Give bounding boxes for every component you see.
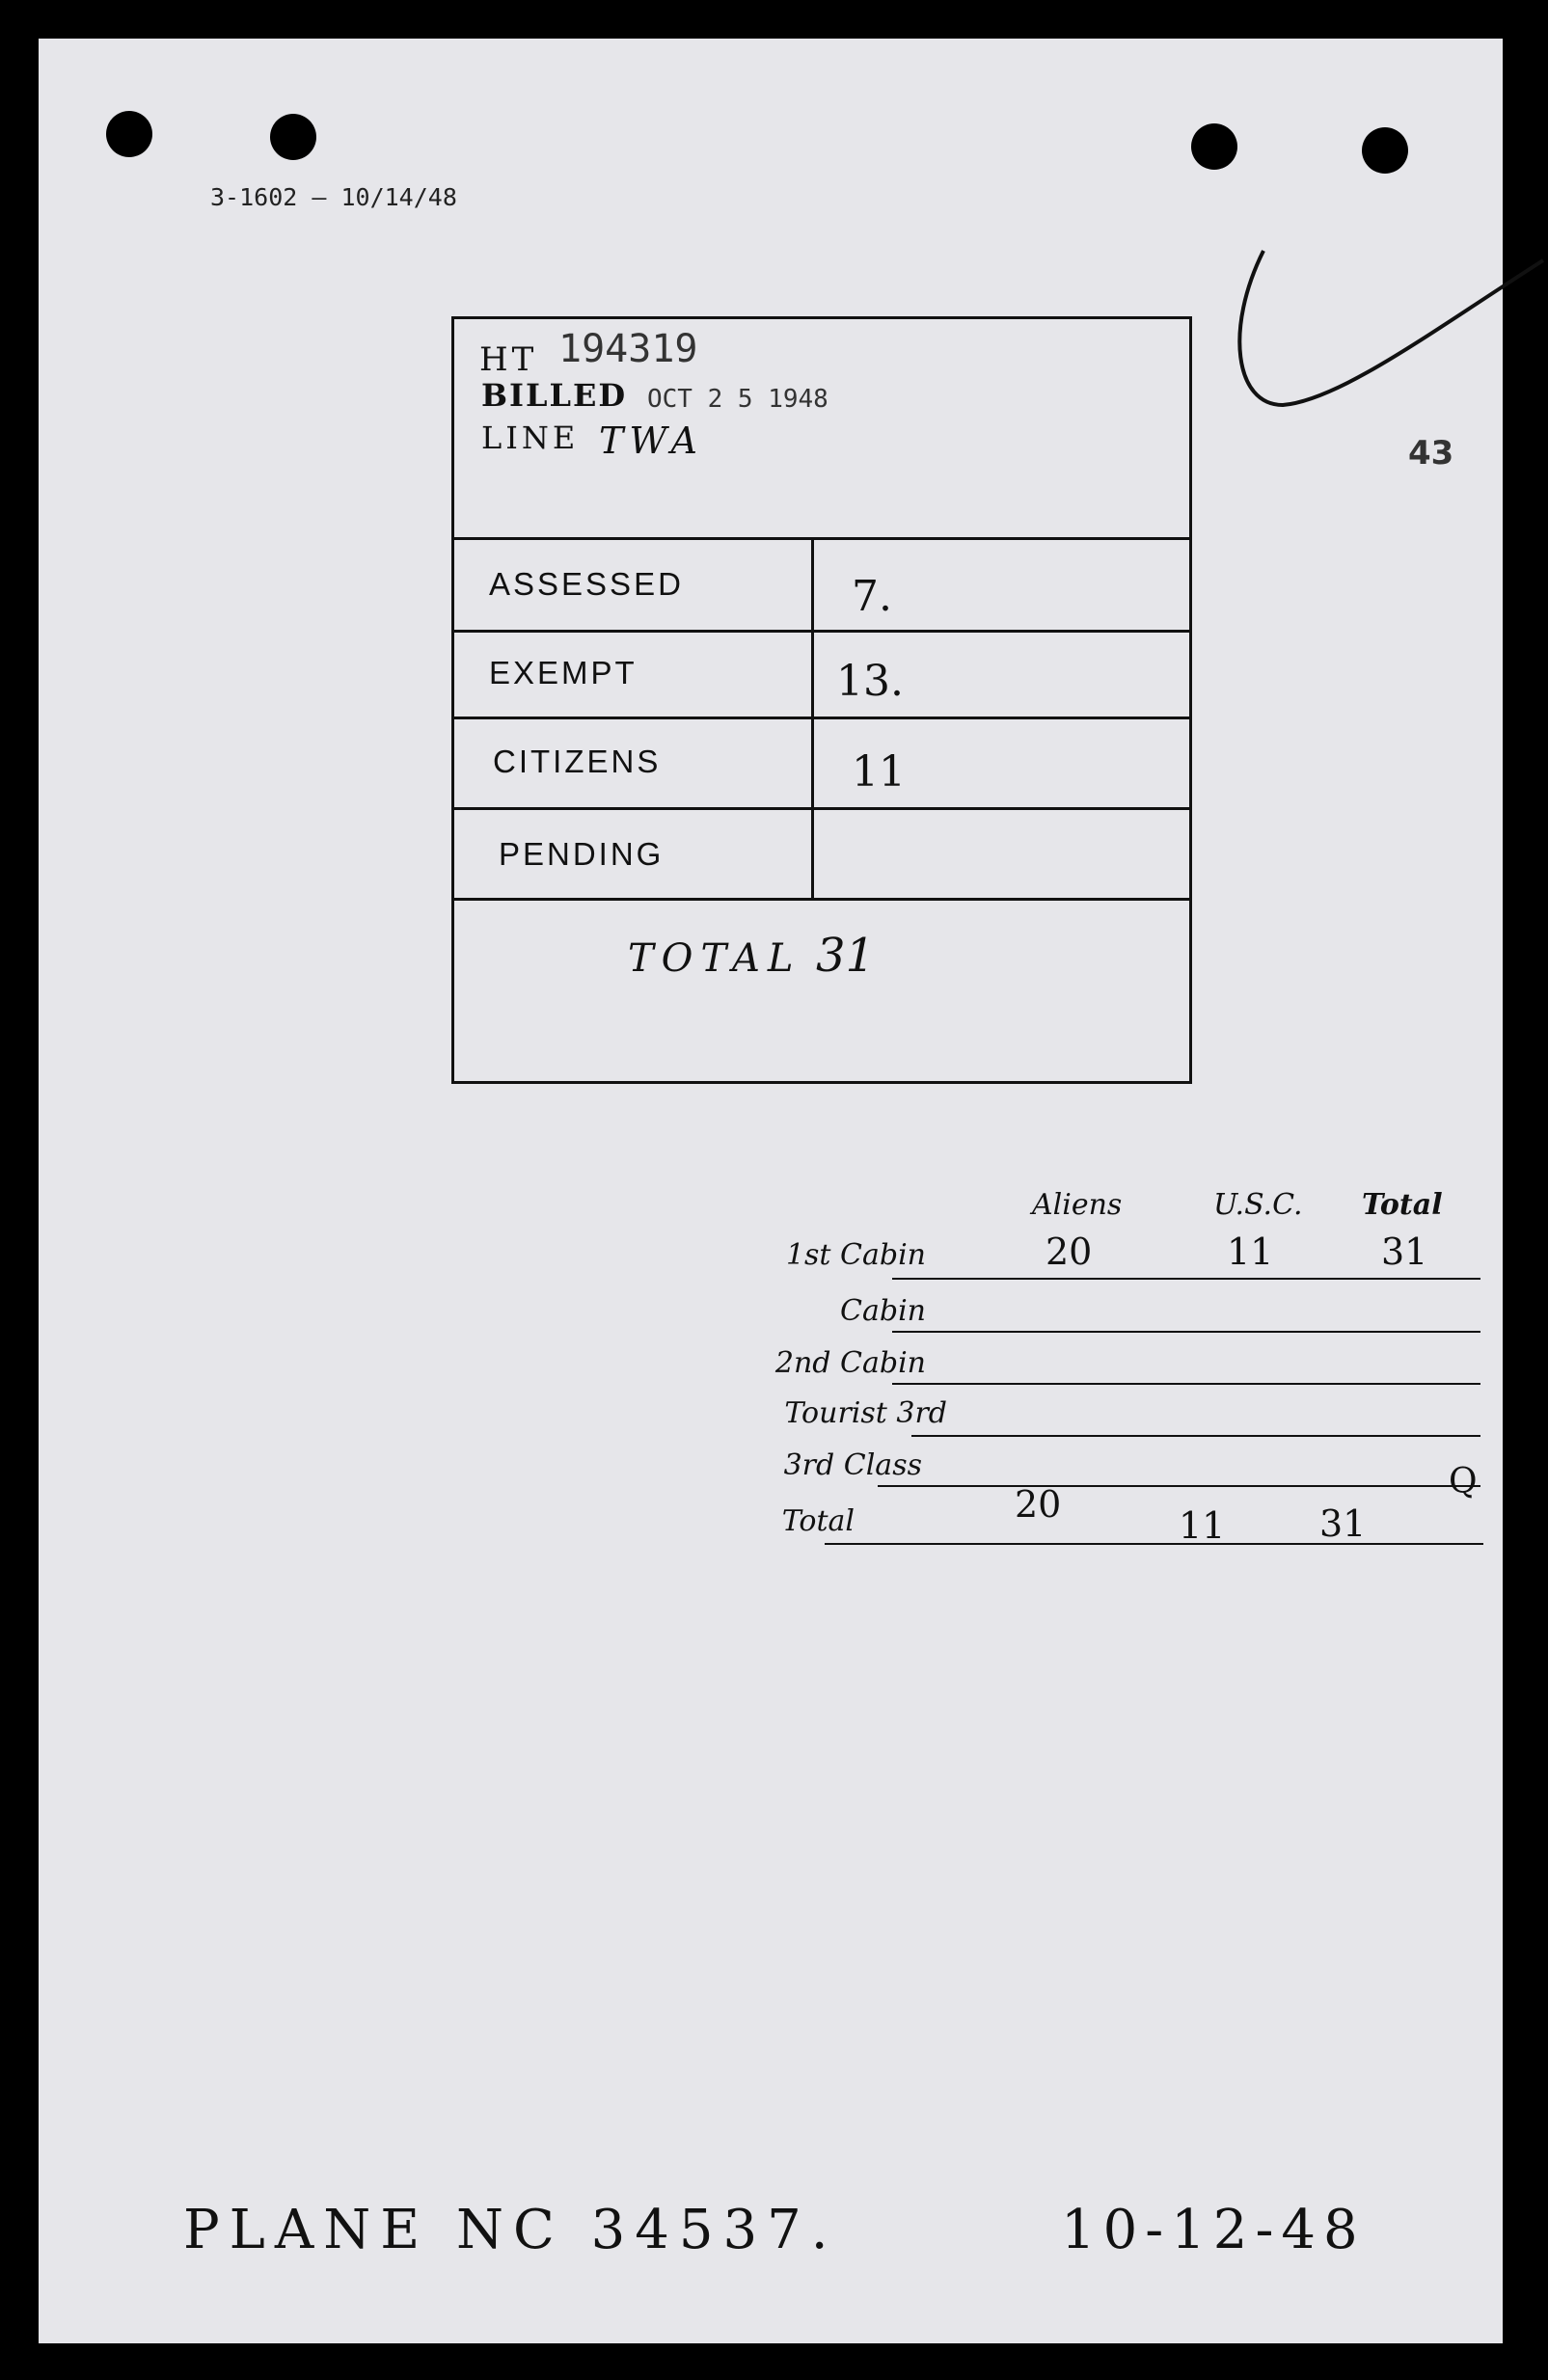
punch-hole-icon bbox=[270, 114, 316, 160]
file-reference: 3-1602 — 10/14/48 bbox=[210, 183, 457, 211]
cabin-row-label: 3rd Class bbox=[783, 1448, 922, 1482]
aliens-header: Aliens bbox=[1032, 1188, 1123, 1222]
cabin-total-total: 31 bbox=[1319, 1502, 1367, 1545]
citizens-value: 11 bbox=[852, 747, 906, 797]
usc-header: U.S.C. bbox=[1213, 1188, 1303, 1222]
total-value: 31 bbox=[816, 929, 876, 983]
cabin-total-aliens: 20 bbox=[1015, 1483, 1062, 1526]
billed-label: BILLED bbox=[481, 377, 628, 414]
check-mark-icon bbox=[1225, 212, 1548, 444]
cabin-row-aliens: 20 bbox=[1046, 1231, 1093, 1273]
assessed-value: 7. bbox=[852, 572, 892, 621]
cabin-row-label: 1st Cabin bbox=[785, 1238, 926, 1272]
exempt-label: EXEMPT bbox=[489, 655, 638, 690]
side-mark: Q bbox=[1449, 1462, 1478, 1501]
ht-label: HT bbox=[479, 340, 538, 379]
footer-date: 10-12-48 bbox=[1061, 2199, 1366, 2261]
punch-hole-icon bbox=[106, 111, 152, 157]
citizens-label: CITIZENS bbox=[493, 744, 662, 779]
pending-label: PENDING bbox=[499, 836, 665, 872]
total-header: Total bbox=[1362, 1188, 1443, 1222]
billed-date: OCT 2 5 1948 bbox=[647, 385, 828, 414]
line-label: LINE bbox=[481, 419, 580, 456]
cabin-row-label: Tourist 3rd bbox=[784, 1396, 947, 1430]
total-label: TOTAL bbox=[628, 936, 801, 981]
document-page bbox=[39, 39, 1503, 2343]
cabin-row-label: Cabin bbox=[840, 1294, 926, 1328]
punch-hole-icon bbox=[1362, 127, 1408, 174]
exempt-value: 13. bbox=[836, 657, 904, 706]
status-box bbox=[451, 316, 1192, 1084]
cabin-row-usc: 11 bbox=[1227, 1231, 1274, 1273]
cabin-row-total: 31 bbox=[1381, 1231, 1428, 1273]
cabin-total-usc: 11 bbox=[1179, 1504, 1226, 1547]
line-value: TWA bbox=[599, 419, 703, 462]
cabin-row-label: 2nd Cabin bbox=[774, 1346, 926, 1380]
page-number: 43 bbox=[1408, 434, 1454, 473]
assessed-label: ASSESSED bbox=[489, 566, 684, 602]
cabin-total-label: Total bbox=[781, 1504, 855, 1538]
plane-identifier: PLANE NC 34537. bbox=[183, 2199, 838, 2261]
punch-hole-icon bbox=[1191, 123, 1237, 170]
ht-number: 194319 bbox=[558, 327, 698, 371]
